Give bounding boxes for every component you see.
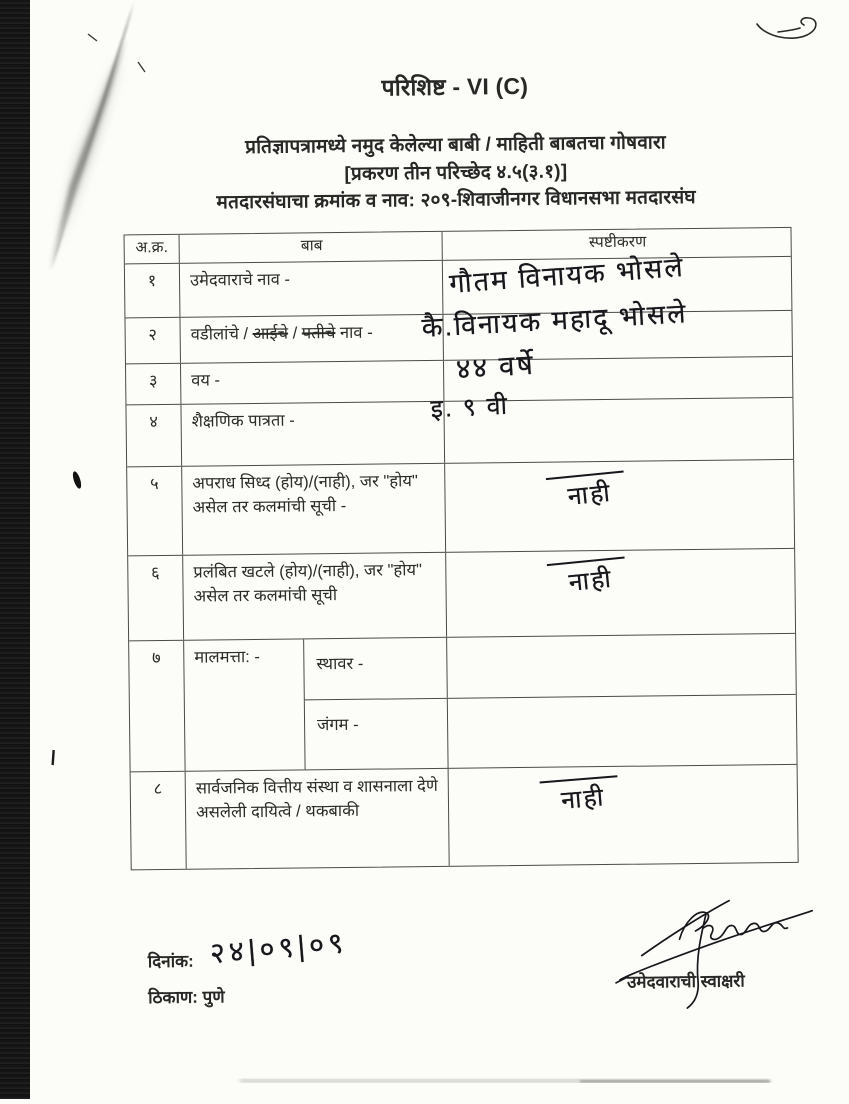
place-label: ठिकाण: [148,987,198,1008]
row7-immovable-label: स्थावर - [304,638,448,700]
row2-label-part: वडीलांचे / [190,324,253,344]
handwritten-no-pending-cases: नाही [547,556,628,601]
handwritten-candidate-name: गौतम विनायक भोसले [448,251,686,299]
row5-number: ५ [127,467,183,556]
place-line [148,984,225,1008]
signature-label: उमेदवाराची स्वाक्षरी [626,971,745,992]
table-row [128,549,795,642]
handwritten-education: इ. ९ वी [429,391,510,424]
row7-immovable-value-cell [447,634,796,698]
reference-line: [प्रकरण तीन परिच्छेद ४.५(३.१)] [344,161,568,185]
col-header-srno: अ.क्र. [125,235,180,264]
col-header-explanation: स्पष्टीकरण [588,233,647,252]
row3-label: वय - [181,361,444,404]
scanner-edge-band [0,0,30,1099]
row2-label-part: नाव - [335,323,373,343]
row2-label-struck-mother: आईचे [252,324,289,343]
table-row-assets [129,634,796,773]
row7-movable-row [305,695,797,771]
row7-movable-label: जंगम - [305,699,449,771]
row2-label-part: / [287,324,302,343]
row7-movable-value-cell [448,695,797,769]
row1-number: १ [125,264,181,318]
table-row [127,460,794,557]
row2-label [180,315,443,363]
row7-number: ७ [129,641,185,772]
constituency-line: मतदारसंघाचा क्रमांक व नाव: २०९-शिवाजीनगर विधानसभा मतदारसंघ [216,186,696,214]
handwritten-age: ४४ वर्षे [455,348,536,385]
row3-number: ३ [126,364,181,405]
row8-number: ८ [131,772,187,870]
row4-number: ४ [126,405,182,467]
handwritten-date: २४|०९|०९ [208,927,349,971]
page-title: परिशिष्ट - VI (C) [381,72,529,101]
row6-number: ६ [128,556,184,641]
handwritten-no-dues: नाही [540,775,621,818]
row7-label: मालमत्ता: - [184,639,305,770]
row7-sub-table [304,634,796,770]
row2-number: २ [125,318,181,364]
col-header-item: बाब [180,232,443,263]
handwritten-father-name: कै.विनायक महादू भोसले [420,298,689,343]
handwritten-no-criminal: नाही [546,470,627,515]
row4-label: शैक्षणिक पात्रता - [181,402,445,466]
subtitle: प्रतिज्ञापत्रामध्ये नमुद केलेल्या बाबी / माहिती बाबतचा गोषवारा [245,132,666,159]
candidate-signature [607,886,823,1013]
row8-explanation-cell [449,765,798,866]
table-row [131,765,798,870]
row8-label: सार्वजनिक वित्तीय संस्था व शासनाला देणे असलेली दायित्वे / थकबाकी [186,769,450,869]
row1-label: उमेदवाराचे नाव - [180,261,444,317]
place-value: पुणे [202,987,225,1007]
row5-label: अपराध सिध्द (होय)/(नाही), जर "होय" असेल तर कलमांची सूची - [182,464,446,555]
row7-immovable-row [304,634,796,701]
row6-label: प्रलंबित खटले (होय)/(नाही), जर "होय" असेल तर कलमांची सूची [183,553,447,640]
row2-label-struck-husband: पतीचे [301,324,336,343]
date-label: दिनांक: [147,951,194,972]
